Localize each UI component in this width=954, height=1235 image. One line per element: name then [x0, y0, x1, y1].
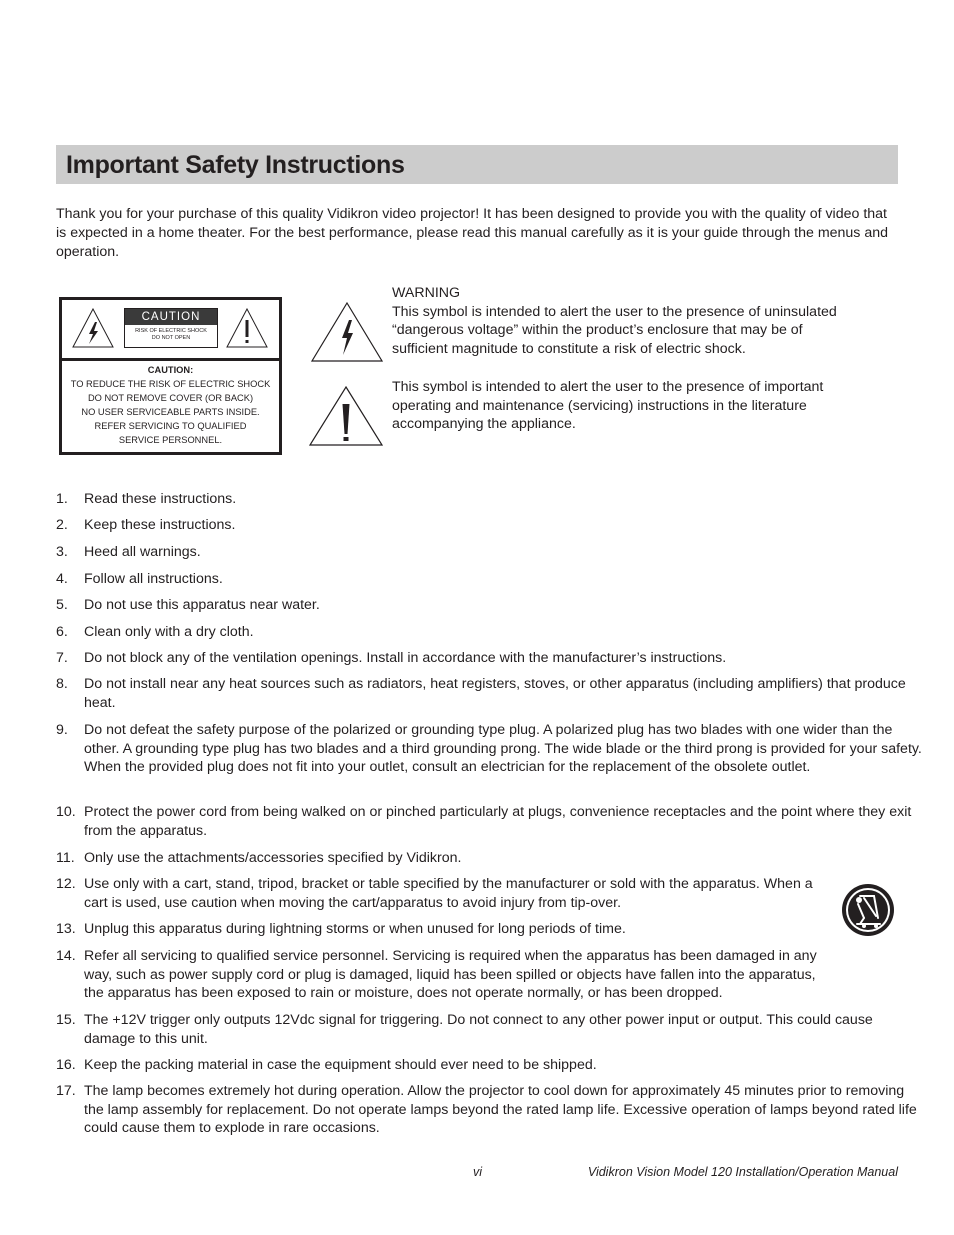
list-item-number: 15.	[56, 1012, 76, 1028]
list-item	[56, 803, 926, 840]
warning-voltage-text: This symbol is intended to alert the user to the presence of uninsulated “dangerous voltage” within the product’s enclosure that may be of sufficient magnitude to constitute a risk of electric shock.	[392, 303, 837, 358]
list-item	[56, 543, 926, 562]
exclamation-triangle-icon	[225, 307, 269, 349]
list-item	[56, 570, 926, 589]
list-item-text: Use only with a cart, stand, tripod, bracket or table specified by the manufacturer or sold with the apparatus. When a cart is used, use caution when moving the cart/apparatus to avoid injury from tip-over.	[84, 876, 813, 911]
list-item	[56, 947, 836, 1003]
list-item-number: 14.	[56, 948, 76, 964]
list-item-text: Protect the power cord from being walked on or pinched particularly at plugs, convenience receptacles and the point where they exit from the apparatus.	[84, 804, 912, 839]
caution-label-line: SERVICE PERSONNEL.	[118, 435, 223, 445]
list-item-number: 1.	[56, 491, 68, 507]
list-item-number: 9.	[56, 722, 68, 738]
lightning-triangle-icon	[309, 300, 385, 364]
list-item	[56, 623, 926, 642]
list-item-number: 5.	[56, 597, 68, 613]
list-item-number: 16.	[56, 1057, 76, 1073]
list-item-text: Do not install near any heat sources such as radiators, heat registers, stoves, or other apparatus (including amplifiers) that produce heat.	[84, 676, 906, 711]
list-item-text: Do not use this apparatus near water.	[84, 597, 320, 613]
cart-tipover-icon	[840, 882, 896, 938]
list-item-text: Read these instructions.	[84, 491, 237, 507]
list-item	[56, 675, 926, 712]
exclamation-triangle-icon	[307, 384, 385, 448]
lightning-triangle-icon	[71, 307, 115, 349]
caution-badge	[124, 308, 218, 348]
list-item	[56, 1082, 926, 1138]
list-item-number: 17.	[56, 1083, 76, 1099]
list-item-number: 11.	[56, 850, 75, 866]
caution-label-heading: CAUTION:	[147, 365, 194, 375]
list-item	[56, 1056, 926, 1075]
caution-label-text	[62, 363, 279, 447]
list-item-text: Do not block any of the ventilation openings. Install in accordance with the manufacturer’s instructions.	[84, 650, 727, 666]
caution-label-line: REFER SERVICING TO QUALIFIED	[94, 421, 247, 431]
list-item-text: Refer all servicing to qualified service personnel. Servicing is required when the apparatus has been damaged in any way, such as power supply cord or plug is damaged, liquid has been spilled or objects have fallen into the apparatus, the apparatus has been exposed to rain or moisture, does not operate normally, or has been dropped.	[84, 948, 817, 1002]
list-item-number: 8.	[56, 676, 68, 692]
list-item	[56, 721, 926, 777]
caution-label-top	[62, 300, 279, 361]
list-item-text: Follow all instructions.	[84, 571, 223, 587]
list-item-number: 6.	[56, 624, 68, 640]
list-item-number: 3.	[56, 544, 68, 560]
caution-badge-title: CAUTION	[125, 309, 217, 325]
list-item-number: 4.	[56, 571, 68, 587]
list-item	[56, 490, 926, 509]
list-item-text: Unplug this apparatus during lightning storms or when unused for long periods of time.	[84, 921, 626, 937]
warning-heading: WARNING	[392, 285, 461, 301]
list-item-text: The +12V trigger only outputs 12Vdc signal for triggering. Do not connect to any other power input or output. This could cause damage to this unit.	[84, 1012, 873, 1047]
list-item-text: Only use the attachments/accessories specified by Vidikron.	[84, 850, 462, 866]
warning-important-text: This symbol is intended to alert the user to the presence of important operating and maintenance (servicing) instructions in the literature accompanying the appliance.	[392, 379, 824, 433]
list-item-text: Do not defeat the safety purpose of the polarized or grounding type plug. A polarized plug has two blades with one wider than the other. A grounding type plug has two blades and a third grounding prong. The wide blade or the third prong is provided for your safety. When the provided plug does not fit into your outlet, consult an electrician for the replacement of the obsolete outlet.	[84, 722, 922, 776]
list-item-text: Clean only with a dry cloth.	[84, 624, 254, 640]
list-item	[56, 875, 836, 912]
title-bar	[56, 145, 898, 184]
list-item	[56, 649, 926, 668]
caution-badge-sub-1: RISK OF ELECTRIC SHOCK	[135, 328, 207, 334]
caution-label-line: DO NOT REMOVE COVER (OR BACK)	[87, 393, 254, 403]
page-number: vi	[473, 1165, 483, 1179]
list-item	[56, 1011, 926, 1048]
list-item-text: Keep the packing material in case the equipment should ever need to be shipped.	[84, 1057, 597, 1073]
intro-paragraph: Thank you for your purchase of this quality Vidikron video projector! It has been designed to provide you with the quality of video that is expected in a home theater. For the best performance, please read this manual carefully as it is your guide through the menus and operation.	[56, 206, 889, 260]
list-item-number: 13.	[56, 921, 76, 937]
list-item-number: 2.	[56, 517, 68, 533]
list-item-text: Keep these instructions.	[84, 517, 236, 533]
list-item	[56, 920, 926, 939]
caution-badge-sub-2: DO NOT OPEN	[151, 335, 191, 341]
list-item	[56, 849, 926, 868]
warning-important-block	[392, 378, 862, 434]
caution-label-line: NO USER SERVICEABLE PARTS INSIDE.	[81, 407, 260, 417]
list-item	[56, 596, 926, 615]
warning-voltage-block	[392, 284, 862, 359]
caution-label-line: TO REDUCE THE RISK OF ELECTRIC SHOCK	[70, 379, 271, 389]
list-item-text: Heed all warnings.	[84, 544, 201, 560]
manual-title: Vidikron Vision Model 120 Installation/Operation Manual	[587, 1165, 898, 1179]
list-item-text: The lamp becomes extremely hot during operation. Allow the projector to cool down for approximately 45 minutes prior to removing the lamp assembly for replacement. Do not operate lamps beyond the rated lamp life. Excessive operation of lamps beyond rated life could cause them to explode in rare occasions.	[84, 1083, 917, 1137]
list-item-number: 7.	[56, 650, 68, 666]
caution-label	[59, 297, 282, 455]
list-item	[56, 516, 926, 535]
list-item-number: 10.	[56, 804, 76, 820]
list-item-number: 12.	[56, 876, 76, 892]
page-title: Important Safety Instructions	[66, 151, 405, 179]
